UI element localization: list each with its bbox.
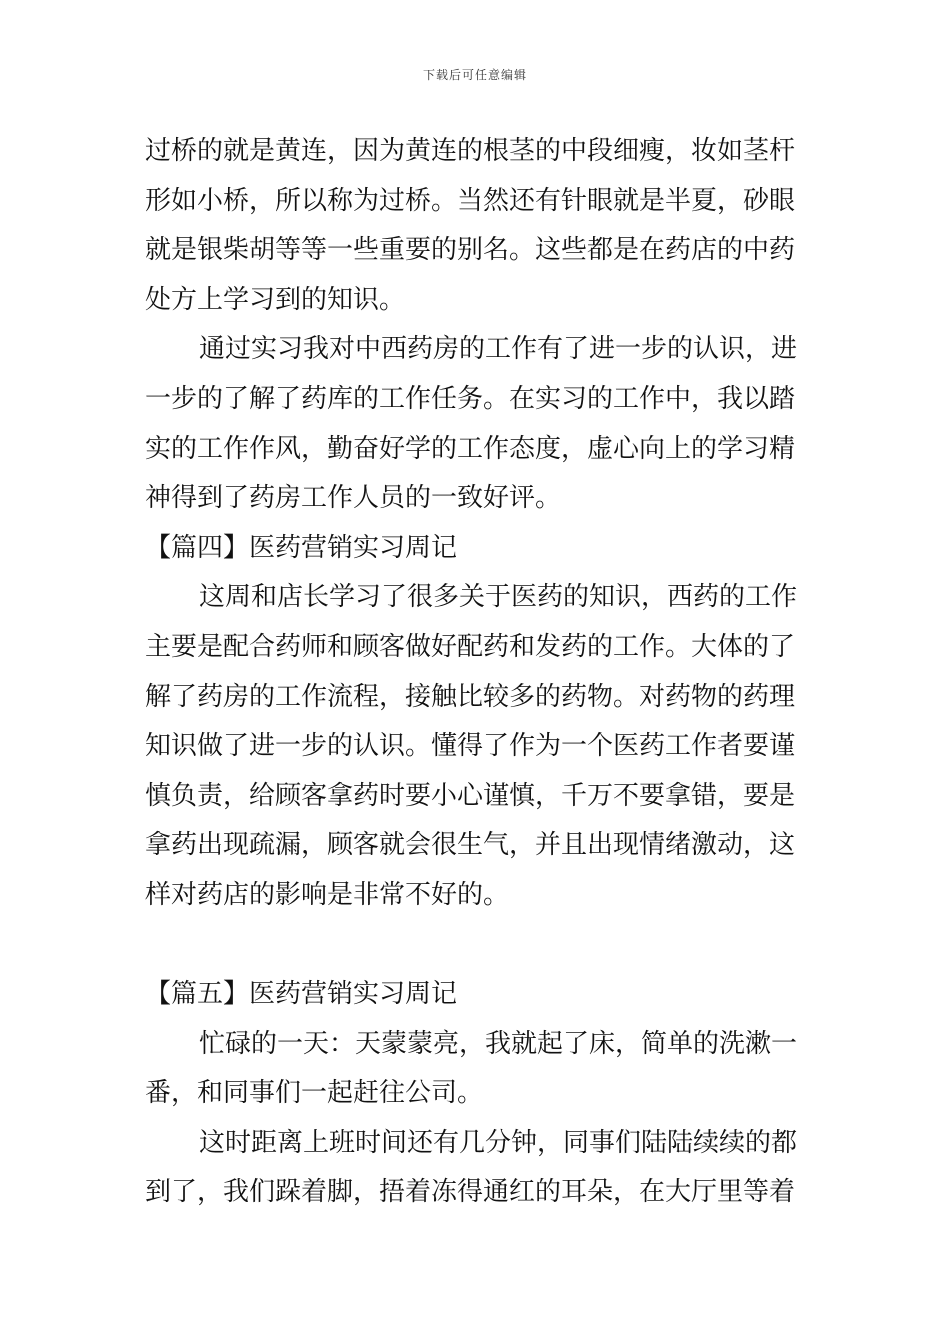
text-line: 通过实习我对中西药房的工作有了进一步的认识，进 xyxy=(199,334,798,365)
text-line: 主要是配合药师和顾客做好配药和发药的工作。大体的了 xyxy=(145,631,796,662)
section-heading-4: 【篇四】医药营销实习周记 xyxy=(145,532,458,563)
text-line: 到了，我们跺着脚，捂着冻得通红的耳朵，在大厅里等着 xyxy=(145,1177,796,1208)
text-line: 样对药店的影响是非常不好的。 xyxy=(145,879,510,910)
text-line: 这周和店长学习了很多关于医药的知识，西药的工作 xyxy=(199,582,798,613)
text-line: 一步的了解了药库的工作任务。在实习的工作中，我以踏 xyxy=(145,383,796,414)
text-line: 忙碌的一天：天蒙蒙亮，我就起了床，简单的洗漱一 xyxy=(199,1028,798,1059)
page-header: 下载后可任意编辑 xyxy=(422,68,527,82)
text-line: 知识做了进一步的认识。懂得了作为一个医药工作者要谨 xyxy=(145,731,796,762)
document-body xyxy=(145,127,805,1218)
section-heading-5: 【篇五】医药营销实习周记 xyxy=(145,979,458,1010)
text-line: 解了药房的工作流程，接触比较多的药物。对药物的药理 xyxy=(145,681,796,712)
blank-line xyxy=(145,921,805,971)
text-line: 就是银柴胡等等一些重要的别名。这些都是在药店的中药 xyxy=(145,235,796,266)
text-line: 处方上学习到的知识。 xyxy=(145,284,406,315)
text-line: 实的工作作风，勤奋好学的工作态度，虚心向上的学习精 xyxy=(145,433,796,464)
text-line: 番，和同事们一起赶往公司。 xyxy=(145,1078,484,1109)
text-line: 拿药出现疏漏，顾客就会很生气，并且出现情绪激动，这 xyxy=(145,830,796,861)
text-line: 慎负责，给顾客拿药时要小心谨慎，千万不要拿错，要是 xyxy=(145,780,796,811)
text-line: 形如小桥，所以称为过桥。当然还有针眼就是半夏，砂眼 xyxy=(145,185,796,216)
text-line: 这时距离上班时间还有几分钟，同事们陆陆续续的都 xyxy=(199,1127,798,1158)
text-line: 过桥的就是黄连，因为黄连的根茎的中段细瘦，妆如茎杆 xyxy=(145,136,796,166)
text-line: 神得到了药房工作人员的一致好评。 xyxy=(145,483,562,514)
